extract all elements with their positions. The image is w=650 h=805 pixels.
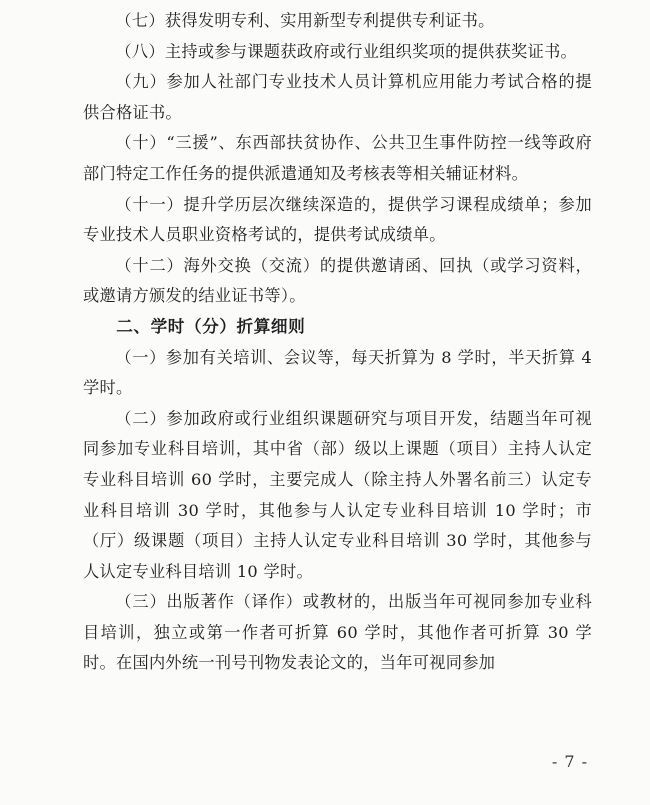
paragraph-item-11: （十一）提升学历层次继续深造的，提供学习课程成绩单；参加专业技术人员职业资格考试的，提供考试成绩单。 (83, 194, 592, 245)
section-paragraph-1: （一）参加有关培训、会议等，每天折算为 8 学时，半天折算 4 学时。 (83, 347, 592, 398)
paragraph-item-8: （八）主持或参与课题获政府或行业组织奖项的提供获奖证书。 (115, 41, 578, 61)
page-number: - 7 - (551, 752, 588, 771)
section-heading: 二、学时（分）折算细则 (116, 316, 306, 336)
paragraph-item-12: （十二）海外交换（交流）的提供邀请函、回执（或学习资料，或邀请方颁发的结业证书等）。 (83, 255, 592, 306)
paragraph-item-9: （九）参加人社部门专业技术人员计算机应用能力考试合格的提供合格证书。 (83, 72, 592, 122)
paragraph-item-7: （七）获得发明专利、实用新型专利提供专利证书。 (115, 11, 495, 30)
section-paragraph-2: （二）参加政府或行业组织课题研究与项目开发，结题当年可视同参加专业科目培训，其中省（部）级以上课题（项目）主持人认定专业科目培训 60 学时，主要完成人（除主持人外署名前三）认定专业科目培训 30 学时，其他参与人认定专业科目培训 10 学时；市（厅）级课题（项目）主持人认定专业科目培训 30 学时，其他参与人认定专业科目培训 10 学时。 (83, 408, 592, 581)
section-paragraph-3: （三）出版著作（译作）或教材的，出版当年可视同参加专业科目培训，独立或第一作者可折算 60 学时，其他作者可折算 30 学时。在国内外统一刊号刊物发表论文的，当年可视同参加 (83, 592, 592, 673)
paragraph-item-10: （十）“三援”、东西部扶贫协作、公共卫生事件防控一线等政府部门特定工作任务的提供派遣通知及考核表等相关辅证材料。 (83, 133, 592, 183)
